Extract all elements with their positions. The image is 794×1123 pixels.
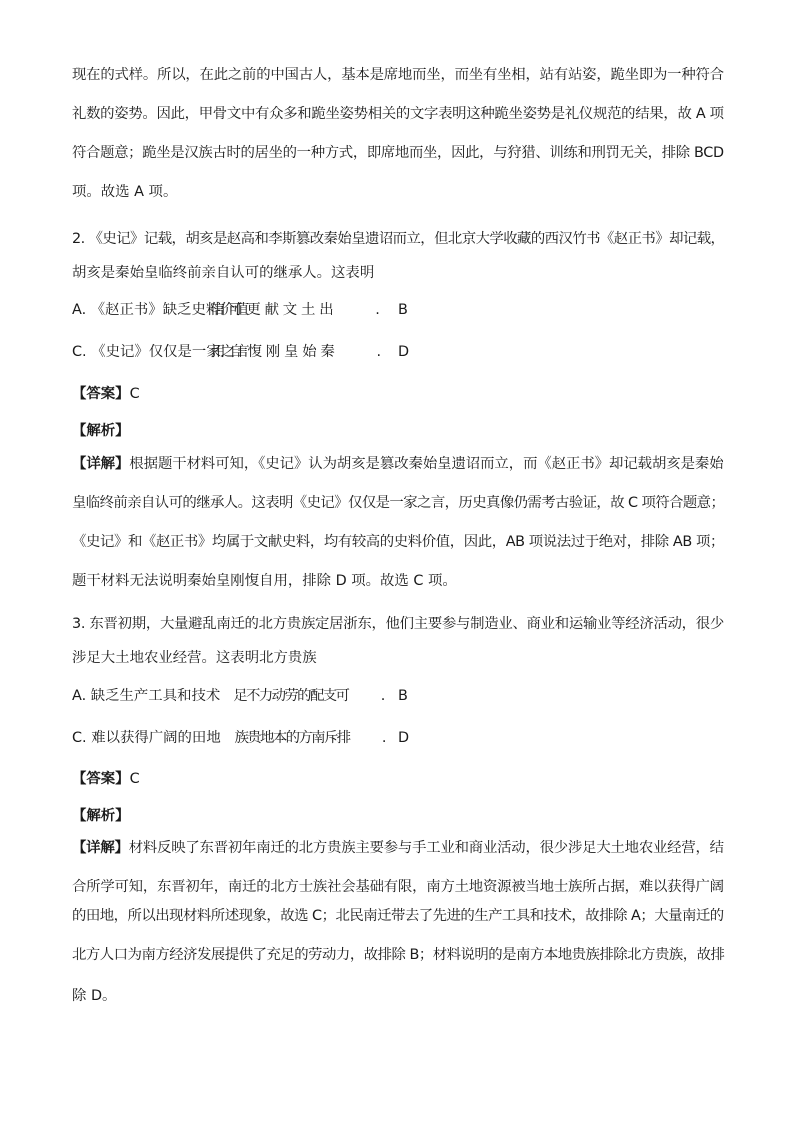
q3-detail-line: 除 D。	[72, 988, 117, 1004]
q2-analysis-tag: 【解析】	[72, 423, 130, 439]
q3-option-c: C. 难以获得广阔的田地	[72, 730, 221, 746]
q3-analysis-tag: 【解析】	[72, 808, 130, 824]
q2-detail-line: 皇临终前亲自认可的继承人。这表明《史记》仅仅是一家之言，历史真像仍需考古验证，故 C 项符合题意；	[72, 495, 725, 511]
answer-tag: 【答案】	[72, 386, 130, 402]
detail-text: 材料反映了东晋初年南迁的北方贵族主要参与手工业和商业活动，很少涉足大土地农业经营，结	[128, 840, 724, 856]
answer-tag: 【答案】	[72, 771, 130, 787]
text-line: 符合题意；跪坐是汉族古时的居坐的一种方式，即席地而坐，因此，与狩猎、训练和刑罚无关，排除 BCD	[72, 145, 724, 161]
q2-detail-line: 《史记》和《赵正书》均属于文献史料，均有较高的史料价值，因此，AB 项说法过于绝对，排除 AB 项；	[72, 534, 724, 550]
q2-option-b	[398, 300, 794, 320]
q3-detail-line	[72, 838, 724, 858]
text-line: 现在的式样。所以，在此之前的中国古人，基本是席地而坐，而坐有坐相，站有站姿，跪坐即为一种符合	[72, 67, 724, 83]
q3-answer	[72, 769, 724, 789]
q2-option-c: C. 《史记》仅仅是一家之言	[72, 344, 250, 360]
answer-value: C	[129, 771, 140, 787]
question-2-stem: 胡亥是秦始皇临终前亲自认可的继承人。这表明	[72, 265, 375, 281]
q3-detail-line: 合所学可知，东晋初年，南迁的北方士族社会基础有限，南方土地资源被当地士族所占据，难以获得广阔	[72, 879, 724, 895]
text-line: 礼数的姿势。因此，甲骨文中有众多和跪坐姿势相关的文字表明这种跪坐姿势是礼仪规范的结果，故 A 项	[72, 106, 724, 122]
detail-tag: 【详解】	[72, 840, 129, 856]
q3-detail-line: 的田地，所以出现材料所述现象，故选 C；北民南迁带去了先进的生产工具和技术，故排除 A；大量南迁的	[72, 908, 724, 924]
detail-text: 根据题干材料可知，《史记》认为胡亥是篡改秦始皇遗诏而立，而《赵正书》却记载胡亥是秦始	[129, 456, 724, 472]
q3-option-b	[398, 686, 794, 706]
question-2-stem: 2. 《史记》记载，胡亥是赵高和李斯篡改秦始皇遗诏而立，但北京大学收藏的西汉竹书《赵正书》却记载，	[72, 231, 725, 247]
detail-tag: 【详解】	[72, 456, 130, 472]
text-line: 项。故选 A 项。	[72, 184, 178, 200]
question-3-stem: 涉足大土地农业经营。这表明北方贵族	[72, 650, 317, 666]
answer-value: C	[129, 386, 140, 402]
q3-option-a: A. 缺乏生产工具和技术	[72, 688, 221, 704]
q2-detail-line: 题干材料无法说明秦始皇刚愎自用，排除 D 项。故选 C 项。	[72, 573, 457, 589]
q2-option-a: A. 《赵正书》缺乏史料价值	[72, 302, 250, 318]
q3-option-d	[398, 728, 794, 748]
q2-answer	[72, 384, 724, 404]
q2-detail-line	[72, 454, 724, 474]
q2-option-d	[398, 342, 794, 362]
q3-detail-line: 北方人口为南方经济发展提供了充足的劳动力，故排除 B；材料说明的是南方本地贵族排除北方贵族，故排	[72, 947, 725, 963]
question-3-stem: 3. 东晋初期，大量避乱南迁的北方贵族定居浙东，他们主要参与制造业、商业和运输业等经济活动，很少	[72, 616, 724, 632]
